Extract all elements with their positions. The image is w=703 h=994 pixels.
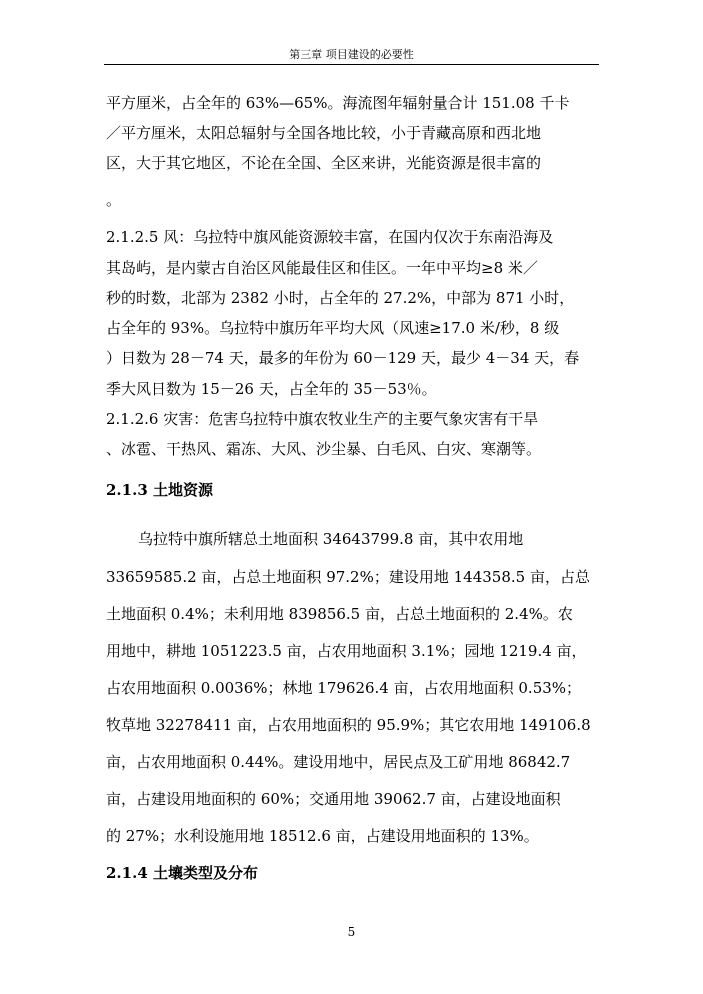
text-line: 的 27%；水利设施用地 18512.6 亩，占建设用地面积的 13%。 (106, 827, 539, 845)
text-line: 乌拉特中旗所辖总土地面积 34643799.8 亩，其中农用地 (138, 530, 524, 548)
section-heading-2-1-3: 2.1.3 土地资源 (106, 481, 213, 499)
text-line: 亩，占建设用地面积的 60%；交通用地 39062.7 亩，占建设地面积 (106, 790, 561, 808)
text-line: 其岛屿，是内蒙古自治区风能最佳区和佳区。一年中平均≥8 米／ (106, 259, 538, 277)
text-line: 用地中，耕地 1051223.5 亩，占农用地面积 3.1%；园地 1219.4 亩， (106, 642, 587, 660)
text-line: 2.1.2.6 灾害：危害乌拉特中旗农牧业生产的主要气象灾害有干旱 (106, 410, 539, 428)
text-line: 。 (106, 191, 122, 209)
page-number: 5 (347, 925, 356, 939)
text-line: 占全年的 93%。乌拉特中旗历年平均大风（风速≥17.0 米/秒，8 级 (106, 319, 560, 337)
text-line: ／平方厘米，太阳总辐射与全国各地比较，小于青藏高原和西北地 (106, 124, 542, 142)
text-line: 、冰雹、干热风、霜冻、大风、沙尘暴、白毛风、白灾、寒潮等。 (106, 440, 542, 458)
text-line: 季大风日数为 15－26 天，占全年的 35－53％。 (106, 380, 437, 398)
section-heading-2-1-4: 2.1.4 土壤类型及分布 (106, 864, 258, 882)
running-header: 第三章 项目建设的必要性 (289, 48, 414, 61)
text-line: 2.1.2.5 风：乌拉特中旗风能资源较丰富，在国内仅次于东南沿海及 (106, 228, 554, 246)
text-line: 区，大于其它地区，不论在全国、全区来讲，光能资源是很丰富的 (106, 154, 542, 172)
text-line: 土地面积 0.4%；未利用地 839856.5 亩，占总土地面积的 2.4%。农 (106, 605, 573, 623)
text-line: ）日数为 28－74 天，最多的年份为 60－129 天，最少 4－34 天，春 (106, 349, 580, 367)
text-line: 平方厘米，占全年的 63%—65%。海流图年辐射量合计 151.08 千卡 (106, 94, 570, 112)
text-line: 33659585.2 亩，占总土地面积 97.2%；建设用地 144358.5 亩，占总 (106, 568, 590, 586)
header-rule (104, 64, 599, 65)
text-line: 秒的时数，北部为 2382 小时，占全年的 27.2%，中部为 871 小时， (106, 289, 575, 307)
text-line: 占农用地面积 0.0036%；林地 179626.4 亩，占农用地面积 0.53%； (106, 679, 582, 697)
text-line: 亩，占农用地面积 0.44%。建设用地中，居民点及工矿用地 86842.7 (106, 753, 571, 771)
text-line: 牧草地 32278411 亩，占农用地面积的 95.9%；其它农用地 149106.8 (106, 716, 591, 734)
